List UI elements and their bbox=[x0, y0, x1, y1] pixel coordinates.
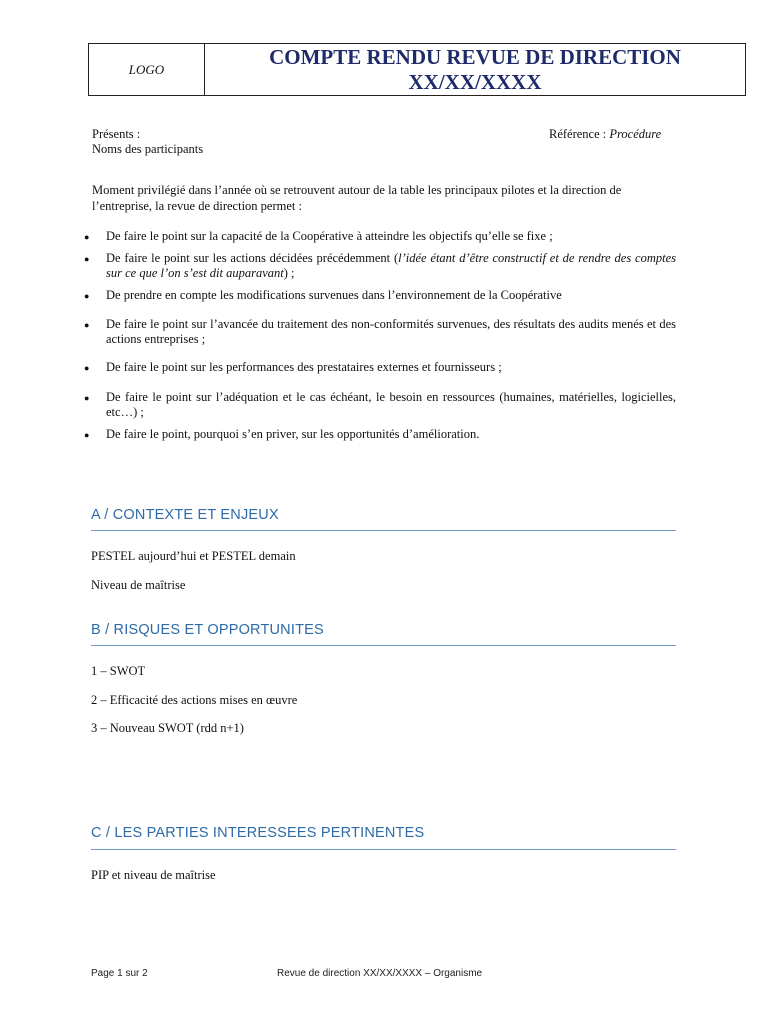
section-b-line: 3 – Nouveau SWOT (rdd n+1) bbox=[91, 721, 244, 735]
section-c-line: PIP et niveau de maîtrise bbox=[91, 868, 216, 882]
list-item bbox=[84, 390, 676, 420]
list-item bbox=[84, 317, 676, 347]
list-item-text: De faire le point sur l’adéquation et le cas échéant, le besoin en ressources (humaines, matérielles, logicielles, etc…) ; bbox=[106, 390, 676, 419]
list-item-text: De faire le point sur les performances des prestataires externes et fournisseurs ; bbox=[106, 360, 502, 374]
list-item bbox=[84, 360, 676, 376]
list-item-text: De faire le point, pourquoi s’en priver, sur les opportunités d’amélioration. bbox=[106, 427, 480, 441]
bullet-icon: ● bbox=[84, 363, 90, 373]
list-item-text-italic: l’idée étant d’être constructif et de rendre des comptes sur ce que l’on s’est dit auparavant bbox=[106, 251, 676, 280]
list-item-text: De faire le point sur la capacité de la Coopérative à atteindre les objectifs qu’elle se fixe ; bbox=[106, 229, 553, 243]
list-item bbox=[84, 288, 676, 304]
bullet-icon: ● bbox=[84, 291, 90, 301]
list-item-text-end: ) ; bbox=[283, 266, 295, 280]
section-a-line: PESTEL aujourd’hui et PESTEL demain bbox=[91, 549, 296, 563]
header-table bbox=[88, 43, 746, 96]
section-c-heading: C / LES PARTIES INTERESSEES PERTINENTES bbox=[91, 825, 425, 841]
list-item bbox=[84, 251, 676, 281]
list-item-text: De prendre en compte les modifications survenues dans l’environnement de la Coopérative bbox=[106, 288, 562, 302]
document-title bbox=[205, 44, 745, 95]
section-a-divider bbox=[91, 530, 676, 531]
logo-label: LOGO bbox=[128, 61, 165, 77]
presents-label: Présents : bbox=[92, 127, 141, 141]
list-item-text: De faire le point sur l’avancée du traitement des non-conformités survenues, des résultats des audits menés et des actions entreprises ; bbox=[106, 317, 676, 346]
section-a-line: Niveau de maîtrise bbox=[91, 578, 186, 592]
section-a-heading: A / CONTEXTE ET ENJEUX bbox=[91, 507, 279, 523]
page-number: Page 1 sur 2 bbox=[91, 968, 148, 979]
presents-block bbox=[92, 127, 203, 157]
reference-label: Référence : bbox=[549, 127, 607, 141]
footer-document-label: Revue de direction XX/XX/XXXX – Organisme bbox=[277, 968, 483, 979]
section-c-divider bbox=[91, 849, 676, 850]
bullet-icon: ● bbox=[84, 254, 90, 264]
list-item bbox=[84, 427, 676, 443]
participants-text: Noms des participants bbox=[92, 142, 204, 156]
reference-value: Procédure bbox=[609, 127, 662, 141]
bullet-icon: ● bbox=[84, 430, 90, 440]
intro-paragraph: Moment privilégié dans l’année où se retrouvent autour de la table les principaux pilotes et la direction de l’entreprise, la revue de direction permet : bbox=[92, 183, 622, 213]
list-item-text-start: De faire le point sur les actions décidées précédemment ( bbox=[106, 251, 399, 265]
bullet-icon: ● bbox=[84, 320, 90, 330]
title-line-2: XX/XX/XXXX bbox=[408, 69, 542, 94]
section-b-line: 2 – Efficacité des actions mises en œuvre bbox=[91, 693, 298, 707]
bullet-icon: ● bbox=[84, 232, 90, 242]
section-b-line: 1 – SWOT bbox=[91, 664, 146, 678]
list-item bbox=[84, 229, 676, 245]
list-item-text bbox=[106, 251, 676, 281]
reference-block bbox=[549, 127, 661, 142]
title-line-1: COMPTE RENDU REVUE DE DIRECTION bbox=[269, 44, 681, 69]
section-b-heading: B / RISQUES ET OPPORTUNITES bbox=[91, 622, 324, 638]
section-b-divider bbox=[91, 645, 676, 646]
bullet-icon: ● bbox=[84, 393, 90, 403]
logo-placeholder bbox=[89, 44, 205, 95]
